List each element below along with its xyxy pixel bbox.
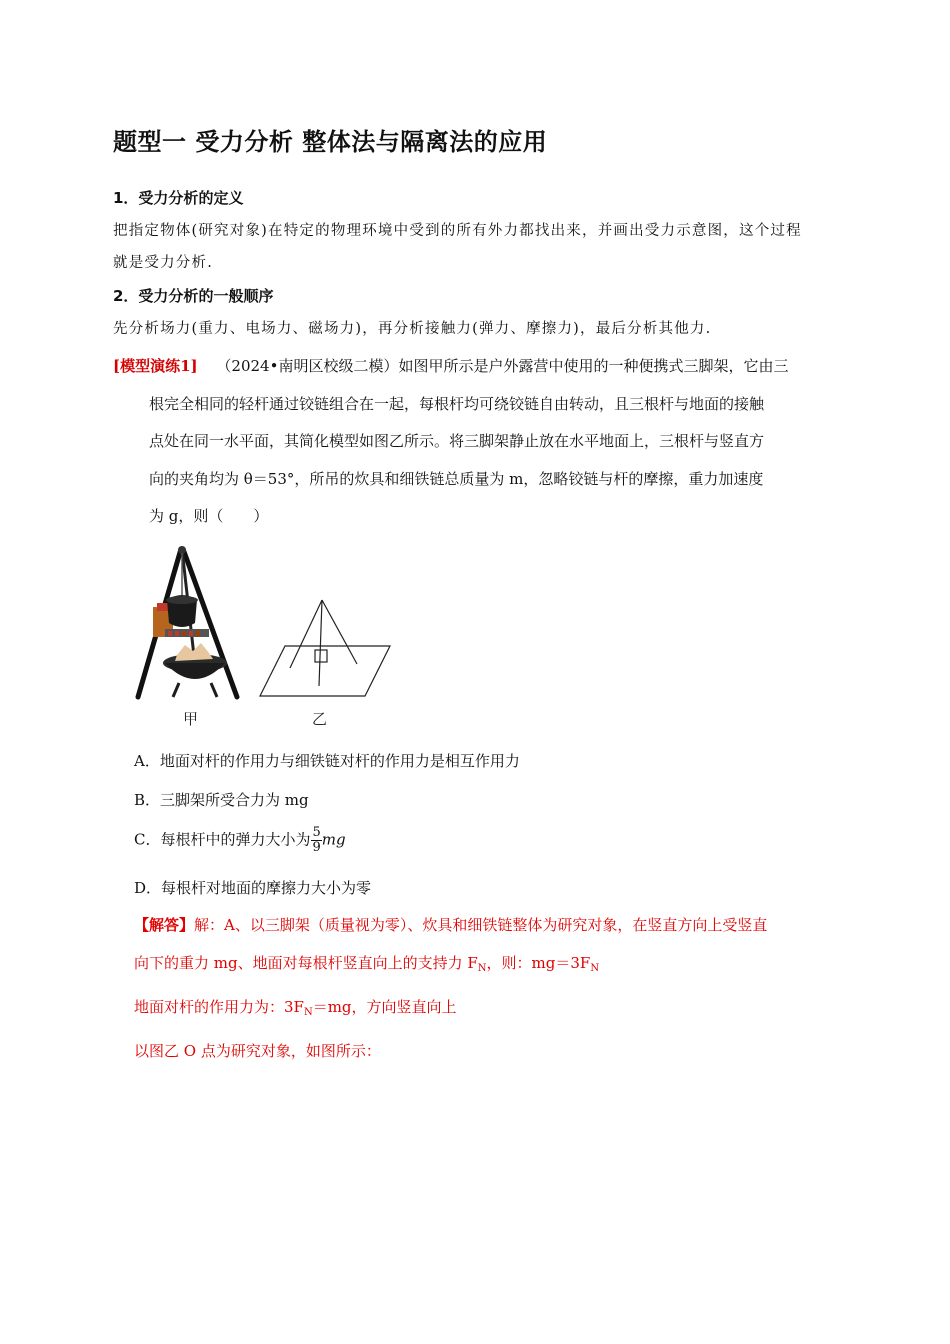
section-heading-definition: 1．受力分析的定义 [113, 189, 244, 207]
figure-caption-yi: 乙 [312, 710, 328, 728]
answer-sub-n-3: N [303, 1007, 313, 1018]
answer-line-2b: ，则：mg＝3F [486, 954, 591, 972]
option-c-mg: mg [321, 830, 346, 849]
answer-bracket: 【解答】 [134, 916, 195, 934]
problem-line-4: 向的夹角均为 θ＝53°，所吊的炊具和细铁链总质量为 m，忽略铰链与杆的摩擦，重力加速度 [149, 469, 764, 488]
problem-source: （2024•南明区校级二模） [216, 357, 399, 375]
answer-line-1-text: 解：A、以三脚架（质量视为零）、炊具和细铁链整体为研究对象，在竖直方向上受竖直 [194, 916, 768, 934]
answer-line-2a: 向下的重力 mg、地面对每根杆竖直向上的支持力 F [134, 954, 478, 972]
definition-line-1: 把指定物体(研究对象)在特定的物理环境中受到的所有外力都找出来，并画出受力示意图，这个过程 [113, 223, 802, 239]
problem-line-5: 为 g，则（ ） [149, 507, 269, 525]
order-line-1: 先分析场力(重力、电场力、磁场力)，再分析接触力(弹力、摩擦力)，最后分析其他力. [113, 321, 712, 337]
ground-plane [260, 646, 390, 696]
pot-lid [166, 596, 198, 604]
option-c [134, 826, 346, 855]
problem-line-3: 点处在同一水平面，其简化模型如图乙所示。将三脚架静止放在水平地面上，三根杆与竖直方 [149, 432, 765, 450]
answer-line-3 [134, 988, 840, 1032]
option-b: B．三脚架所受合力为 mg [134, 791, 309, 809]
answer-sub-n-2: N [590, 963, 600, 974]
definition-line-2: 就是受力分析. [113, 255, 214, 271]
option-c-text: C．每根杆中的弹力大小为 [134, 830, 311, 849]
answer-sub-n-1: N [477, 963, 487, 974]
problem-line-2: 根完全相同的轻杆通过铰链组合在一起，每根杆均可绕铰链自由转动，且三根杆与地面的接触 [149, 394, 765, 413]
fire-bowl-leg-right [211, 683, 217, 697]
answer-line-4: 以图乙 O 点为研究对象，如图所示： [134, 1042, 381, 1060]
tripod-hinge [178, 546, 186, 554]
answer-line-2 [134, 944, 840, 988]
hanging-load [315, 650, 327, 662]
figure-caption-jia: 甲 [183, 710, 199, 728]
model-rod-front [319, 600, 322, 686]
page-title: 题型一 受力分析 整体法与隔离法的应用 [113, 128, 548, 156]
fraction-numerator: 5 [312, 825, 321, 840]
tripod-photo-figure [135, 545, 250, 705]
fire-bowl-leg-left [173, 683, 179, 697]
problem-tag: [模型演练1] [113, 357, 198, 375]
problem-block [113, 348, 841, 536]
fire-bowl [165, 663, 225, 679]
answer-block [134, 906, 840, 1070]
answer-line-1 [134, 906, 840, 944]
answer-line-3b: ＝mg，方向竖直向上 [312, 998, 457, 1016]
model-rod-left [290, 600, 322, 668]
fraction-denominator: 9 [312, 840, 321, 855]
option-a: A．地面对杆的作用力与细铁链对杆的作用力是相互作用力 [134, 752, 520, 770]
option-d: D．每根杆对地面的摩擦力大小为零 [134, 879, 372, 897]
problem-first-line: 如图甲所示是户外露营中使用的一种便携式三脚架，它由三 [398, 357, 789, 375]
answer-line-3a: 地面对杆的作用力为：3F [134, 998, 304, 1016]
tripod-model-figure [257, 596, 392, 701]
option-c-fraction [311, 826, 321, 855]
section-heading-order: 2．受力分析的一般顺序 [113, 287, 274, 305]
